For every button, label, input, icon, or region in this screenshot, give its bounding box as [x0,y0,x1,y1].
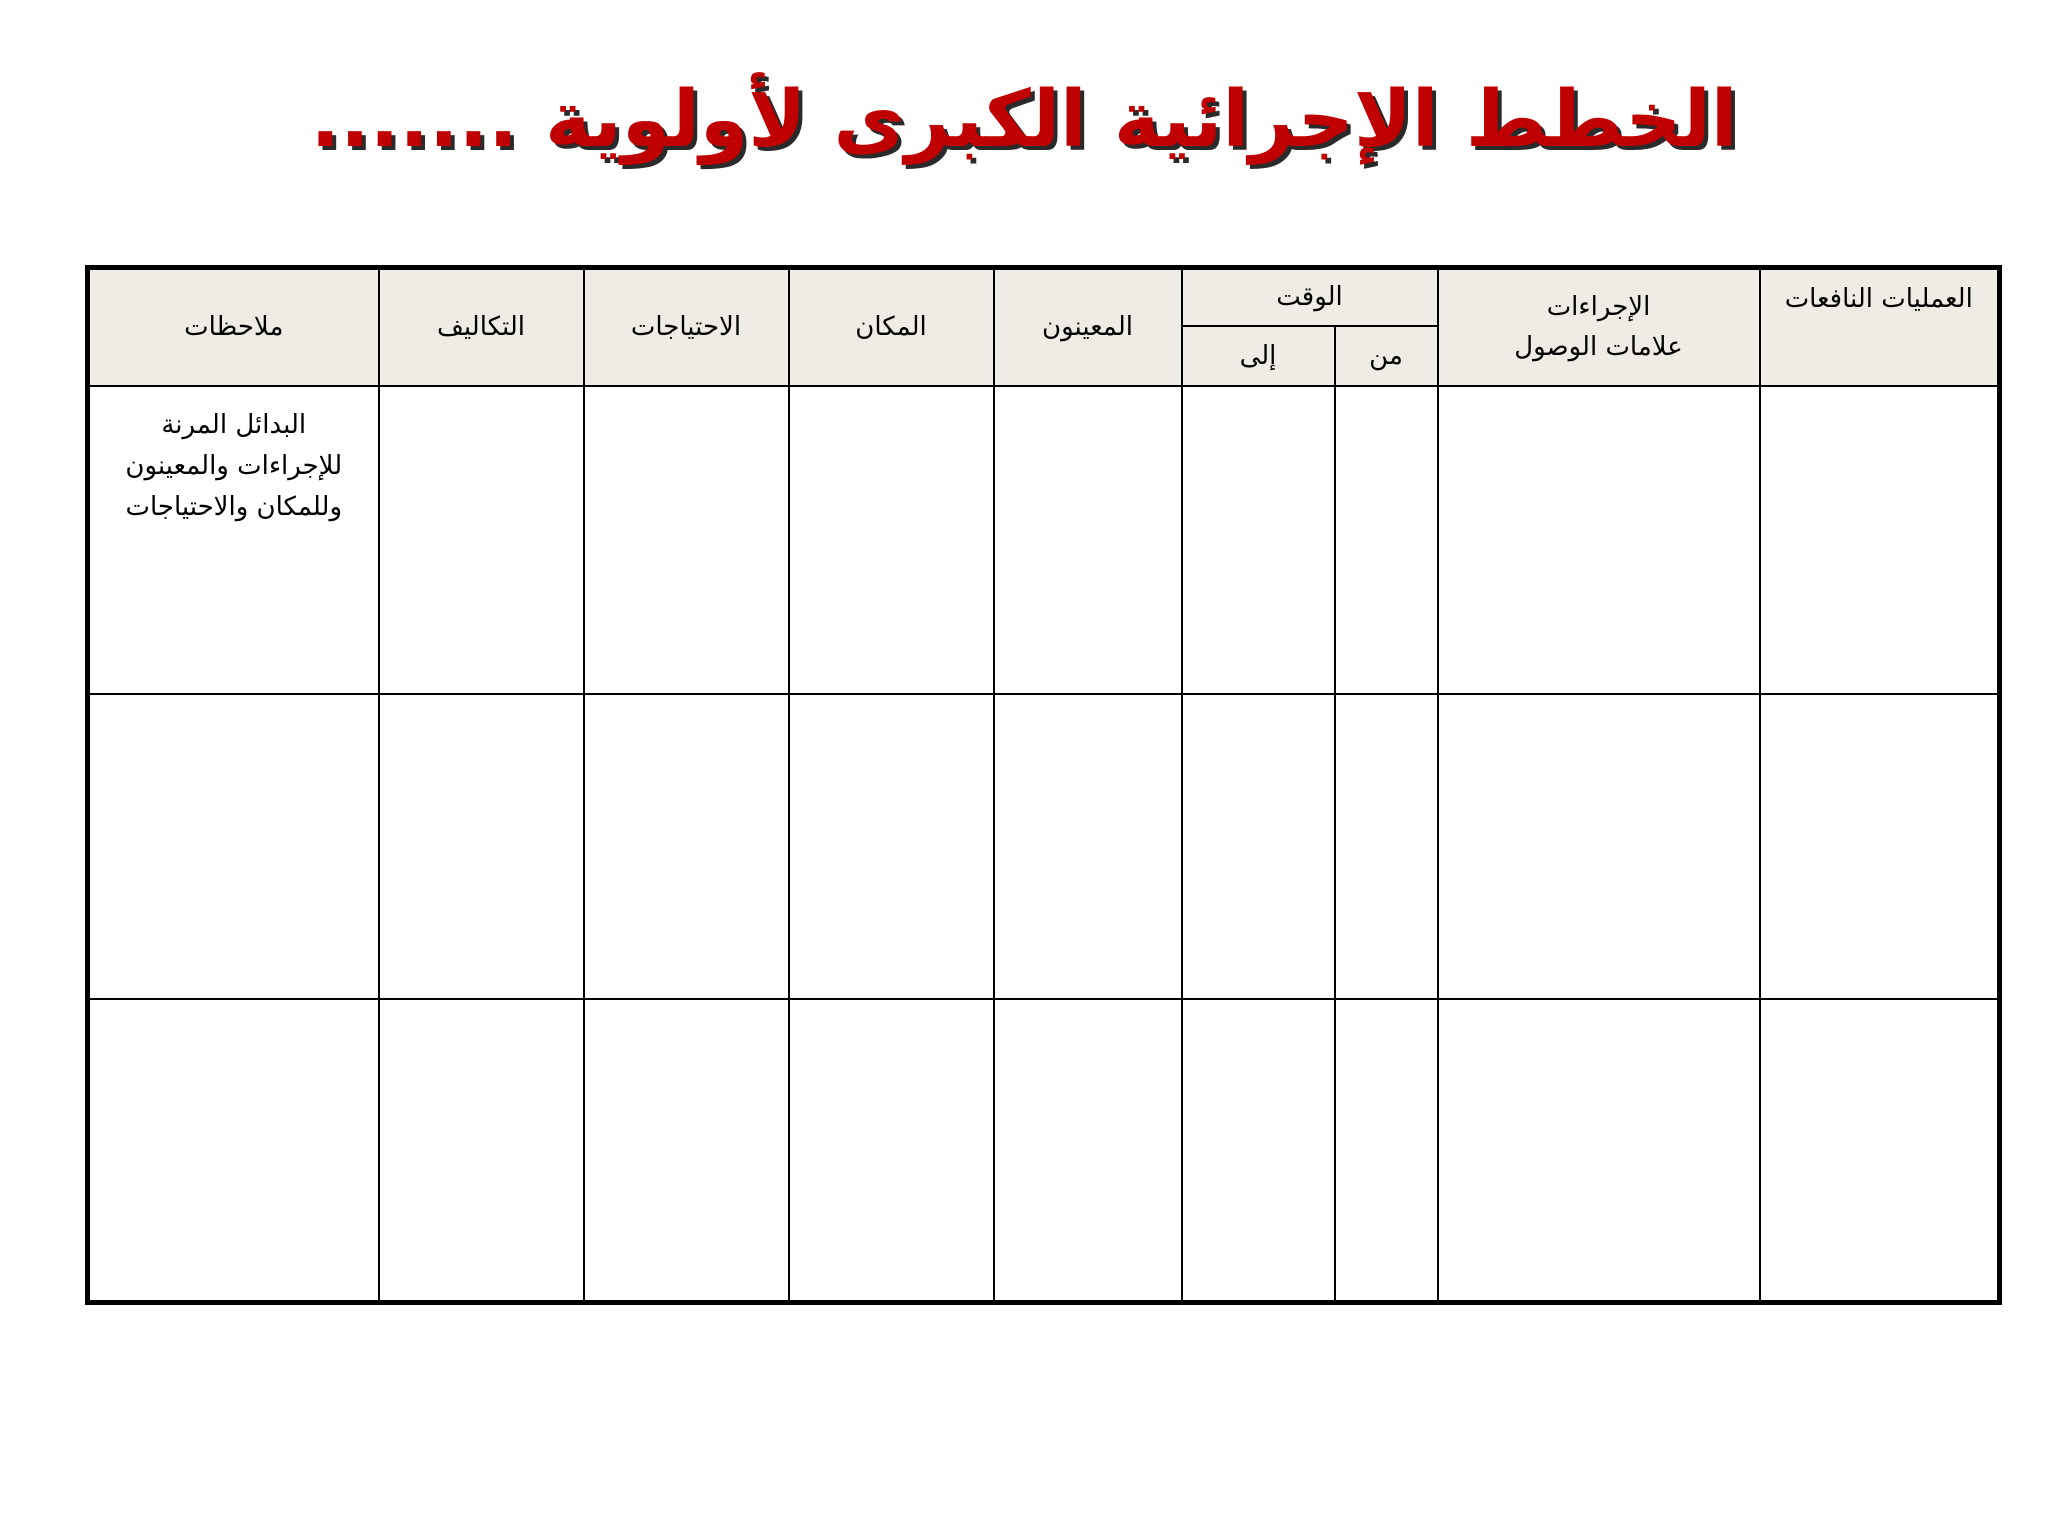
header-time: الوقت [1182,268,1438,326]
cell-procedures [1438,694,1760,999]
action-plan-table [85,265,2002,1305]
header-processes: العمليات النافعات [1760,268,2000,386]
cell-notes [88,386,379,695]
cell-processes [1760,999,2000,1303]
notes-line: وللمكان والاحتياجات [125,491,343,522]
header-procedures-line1: الإجراءات [1546,292,1651,323]
page-title: الخطط الإجرائية الكبرى لأولوية ....... [310,75,1738,165]
notes-line: البدائل المرنة [161,409,307,440]
cell-time-from [1335,694,1438,999]
cell-time-to [1182,386,1335,695]
cell-notes [88,694,379,999]
table-row [88,999,2000,1303]
header-time-from: من [1335,326,1438,386]
header-place: المكان [789,268,994,386]
table-row [88,694,2000,999]
cell-procedures [1438,999,1760,1303]
header-time-to: إلى [1182,326,1335,386]
header-notes: ملاحظات [88,268,379,386]
cell-notes [88,999,379,1303]
cell-place [789,694,994,999]
cell-time-from [1335,999,1438,1303]
cell-costs [379,694,584,999]
header-costs: التكاليف [379,268,584,386]
header-needs: الاحتياجات [584,268,789,386]
cell-processes [1760,694,2000,999]
cell-place [789,999,994,1303]
cell-costs [379,386,584,695]
header-procedures [1438,268,1760,386]
cell-needs [584,694,789,999]
cell-place [789,386,994,695]
cell-costs [379,999,584,1303]
cell-processes [1760,386,2000,695]
notes-line: للإجراءات والمعينون [125,450,343,481]
cell-assistants [994,386,1182,695]
cell-needs [584,386,789,695]
cell-time-from [1335,386,1438,695]
table-row [88,386,2000,695]
cell-time-to [1182,694,1335,999]
cell-procedures [1438,386,1760,695]
header-assistants: المعينون [994,268,1182,386]
cell-time-to [1182,999,1335,1303]
cell-needs [584,999,789,1303]
header-procedures-line2: علامات الوصول [1514,332,1683,363]
cell-assistants [994,999,1182,1303]
cell-assistants [994,694,1182,999]
